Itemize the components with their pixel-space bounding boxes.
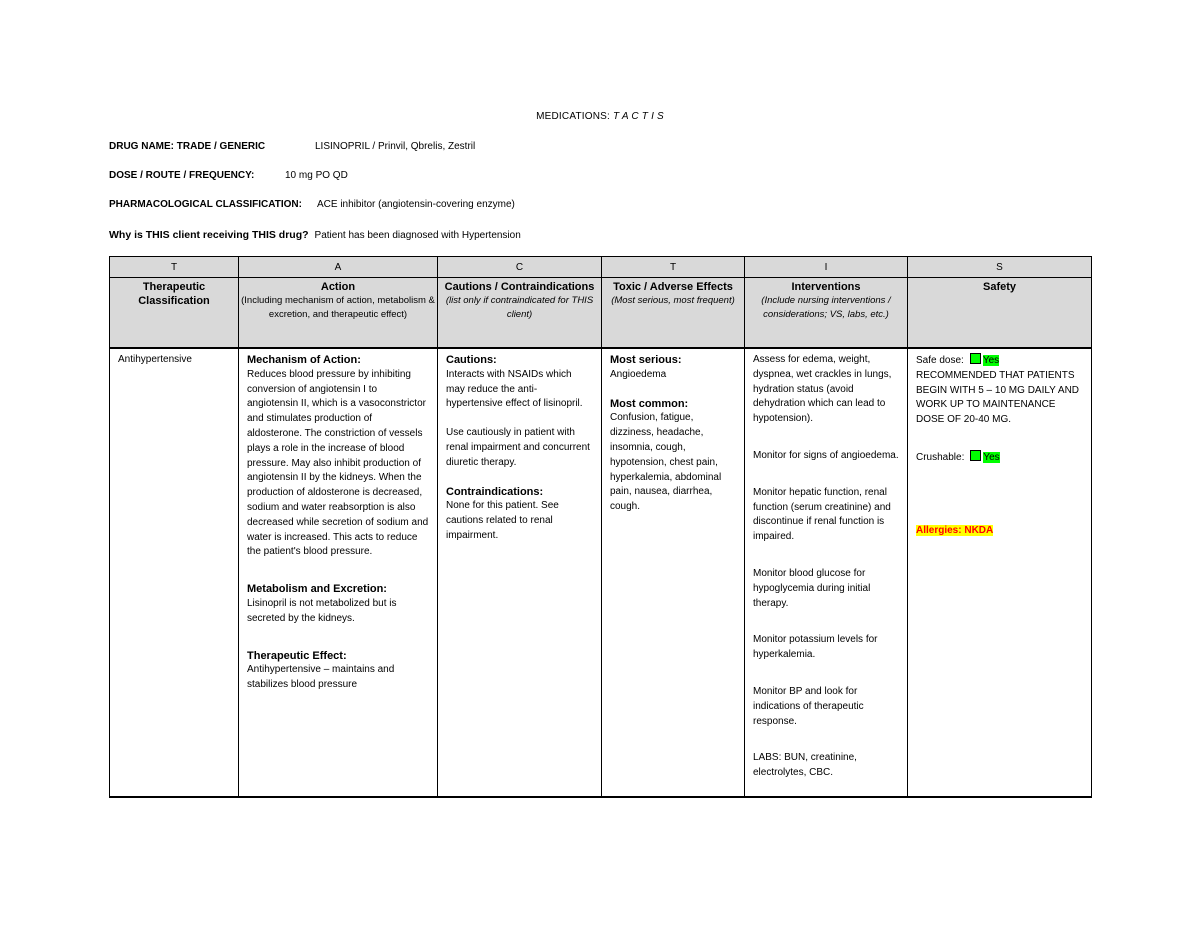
crushable-line: Crushable: Yes: [916, 451, 1000, 463]
reason-row: [109, 229, 521, 241]
header-interventions: Interventions (Include nursing interventions / considerations; VS, labs, etc.): [745, 278, 908, 349]
drug-name-label: DRUG NAME: TRADE / GENERIC: [109, 141, 266, 152]
intervention-item: Monitor hepatic function, renal function (serum creatinine) and discontinue if renal function is impaired.: [753, 486, 891, 543]
letter-t2: T: [602, 257, 745, 278]
intervention-item: Monitor for signs of angioedema.: [753, 449, 899, 461]
safe-dose-line: Safe dose: Yes: [916, 355, 1000, 366]
crushable-checkbox-icon[interactable]: [970, 450, 981, 461]
allergies-note: Allergies: NKDA: [916, 524, 994, 536]
drug-name-row: [109, 141, 476, 152]
reason-value: Patient has been diagnosed with Hypertension: [314, 230, 521, 241]
content-row: [110, 348, 1092, 797]
cell-safety: [908, 348, 1092, 797]
safe-dose-value: Yes: [982, 355, 1000, 366]
classification-label: PHARMACOLOGICAL CLASSIFICATION:: [109, 199, 302, 210]
letter-c: C: [438, 257, 602, 278]
intervention-item: Monitor potassium levels for hyperkalemia.: [753, 634, 878, 661]
header-row: [110, 278, 1092, 349]
intervention-item: Monitor BP and look for indications of therapeutic response.: [753, 685, 864, 727]
cell-interventions: [745, 348, 908, 797]
safe-dose-checkbox-icon[interactable]: [970, 353, 981, 364]
letter-i: I: [745, 257, 908, 278]
intervention-item: Monitor blood glucose for hypoglycemia during initial therapy.: [753, 567, 871, 609]
dose-value: 10 mg PO QD: [285, 170, 348, 181]
header-cautions: Cautions / Contraindications (list only if contraindicated for THIS client): [438, 278, 602, 349]
reason-label: Why is THIS client receiving THIS drug?: [109, 229, 309, 241]
cell-therapeutic: Antihypertensive: [110, 348, 239, 797]
intervention-item: Assess for edema, weight, dyspnea, wet crackles in lungs, hydration status (avoid dehydration which can lead to hypotension).: [753, 354, 892, 425]
classification-row: [109, 199, 515, 210]
crushable-value: Yes: [983, 451, 1000, 463]
header-safety: Safety: [908, 278, 1092, 349]
dose-row: [109, 170, 348, 181]
classification-value: ACE inhibitor (angiotensin-covering enzyme): [317, 199, 515, 210]
tactis-table: [109, 256, 1092, 798]
header-toxic: Toxic / Adverse Effects (Most serious, most frequent): [602, 278, 745, 349]
safe-dose-note: RECOMMENDED THAT PATIENTS BEGIN WITH 5 – 10 MG DAILY AND WORK UP TO MAINTENANCE DOSE OF 20-40 MG.: [916, 369, 1080, 426]
letter-row: [110, 257, 1092, 278]
letter-s: S: [908, 257, 1092, 278]
letter-t1: T: [110, 257, 239, 278]
cell-action: Mechanism of Action: Reduces blood pressure by inhibiting conversion of angiotensin I to angiotensin II, which is a vasoconstrictor and stimulates production of aldosterone. The constriction of vessels plays a role in the increase of blood pressure. May also inhibit production of angiotensin II by the kidneys. When the production of aldosterone is decreased, sodium and water reabsorption is also decreased while secretion of sodium and water is increased. This acts to reduce the patient's blood pressure. Metabolism and Excretion: Lisinopril is not metabolized but is secreted by the kidneys. Therapeutic Effect: Antihypertensive – maintains and stabilizes blood pressure: [239, 348, 438, 797]
page-title: MEDICATIONS: T A C T I S: [536, 111, 664, 122]
header-therapeutic: Therapeutic Classification: [110, 278, 239, 349]
dose-label: DOSE / ROUTE / FREQUENCY:: [109, 170, 255, 181]
cell-cautions: Cautions: Interacts with NSAIDs which may reduce the anti-hypertensive effect of lisinopril. Use cautiously in patient with renal impairment and concurrent diuretic therapy. Contraindications: None for this patient. See cautions related to renal impairment.: [438, 348, 602, 797]
drug-name-value: LISINOPRIL / Prinvil, Qbrelis, Zestril: [315, 141, 476, 152]
letter-a: A: [239, 257, 438, 278]
cell-toxic: Most serious: Angioedema Most common: Confusion, fatigue, dizziness, headache, insomnia, cough, hypotension, chest pain, hyperkalemia, abdominal pain, nausea, diarrhea, cough.: [602, 348, 745, 797]
header-action: Action (Including mechanism of action, metabolism & excretion, and therapeutic effect): [239, 278, 438, 349]
intervention-item: LABS: BUN, creatinine, electrolytes, CBC.: [753, 752, 857, 779]
